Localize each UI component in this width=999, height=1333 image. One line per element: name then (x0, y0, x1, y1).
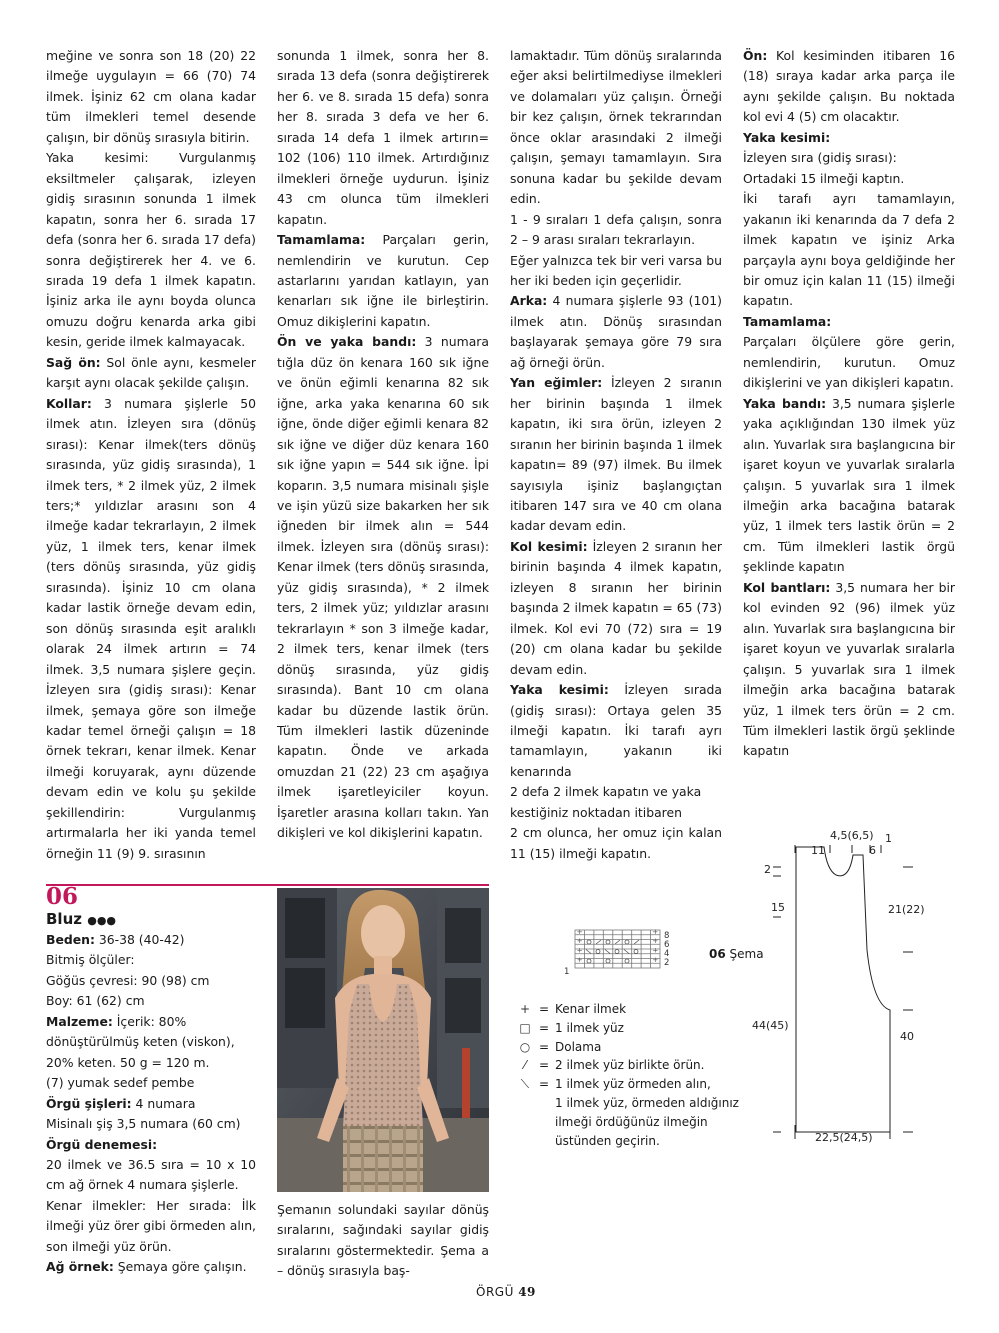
paragraph-text: İzleyen sıra (gidiş sırası): (743, 150, 897, 166)
paragraph (510, 210, 722, 251)
section-divider (46, 884, 489, 886)
paragraph (743, 312, 955, 332)
paragraph (46, 991, 256, 1011)
row-number: 6 (664, 940, 670, 950)
paragraph (46, 1073, 256, 1093)
paragraph-text: İki tarafı ayrı tamamlayın, yakanın iki kenarında da 7 defa 2 ilmek kapatın ve işiniz Arka parçayla aynı boya geldiğinde her bir omuz için kalan 11 (15) ilmeği kapatın. (743, 191, 955, 309)
paragraph-text: 4 numara (131, 1095, 196, 1111)
row-number: 2 (664, 958, 670, 968)
chart-legend (517, 1000, 757, 1150)
paragraph (277, 332, 489, 843)
paragraph-heading: Yan eğimler: (510, 375, 603, 391)
paragraph-text: sonunda 1 ilmek, sonra her 8. sırada 13 defa (sonra değiştirerek her 6. ve 8. sırada 15 defa) sonra her 8. sırada 3 defa ve her 6. sırada 14 defa 1 ilmek artırın= 102 (106) 110 ilmek. Artırdığınız ilmekleri örneğe uydurun. İşiniz 43 cm olunca tüm ilmekleri kapatın. (277, 48, 489, 227)
measure-armhole-upper: 15 (771, 901, 785, 914)
legend-text: 2 ilmek yüz birlikte örün. (555, 1058, 705, 1073)
measure-shoulder: 11 (811, 844, 825, 857)
paragraph-text: İçerik: 80% dönüştürülmüş keten (viskon), 20% keten. 50 g = 120 m. (46, 1013, 235, 1070)
paragraph (743, 169, 955, 189)
paragraph-heading: Örgü şişleri: (46, 1095, 132, 1111)
paragraph-text: Parçaları gerin, nemlendirin ve kurutun. Cep astarlarını yarıdan katlayın, yan kenarları sık iğne ile birleştirin. Omuz dikişlerini kapatın. (277, 232, 489, 329)
skpo-icon: ⟍ (520, 1077, 530, 1092)
svg-text:+: + (576, 928, 583, 936)
paragraph (46, 971, 256, 991)
legend-continuation: üstünden geçirin. (555, 1133, 660, 1148)
paragraph-text: lamaktadır. Tüm dönüş sıralarında eğer aksi belirtilmediyse ilmekleri ve dolamaları yüz çalışın. Örneği bir kez çalışın, örnek tekrarından önce oklar arasındaki 2 ilmeği çalışın, şemayı tamamlayın. Sıra sonuna kadar bu şekilde devam edin. (510, 48, 722, 207)
difficulty-dots: ●●● (87, 914, 117, 927)
paragraph-text: 20 ilmek ve 36.5 sıra = 10 x 10 cm ağ örnek 4 numara şişlerle. (46, 1156, 256, 1193)
svg-text:+: + (652, 937, 659, 945)
text-column-1 (46, 46, 256, 864)
section-number: 06 (46, 883, 79, 910)
paragraph-text: İzleyen 2 sıranın her birinin başında 1 ilmek kapatın, iki sıra örün, izleyen 2 sıranın her birinin başında 1 ilmek kapatın= 89 (97) ilmek. Bu ilmek sayısıyla işiniz başlangıçtan itibaren 147 sıra ve 40 cm olana kadar devam edin. (510, 375, 723, 534)
measure-neck-depth: 2 (764, 863, 771, 876)
paragraph-text: İzleyen 2 sıranın her birinin başında 4 ilmek kapatın, izleyen 8 sıranın her birinin başında 2 ilmek kapatın = 65 (73) ilmek. Kol evi 70 (72) sıra = 19 (20) cm olana kadar bu şekilde devam edin. (510, 538, 722, 677)
paragraph-heading: Ön: (743, 48, 768, 63)
paragraph (46, 1155, 256, 1196)
paragraph (743, 189, 955, 312)
magazine-name: ÖRGÜ (476, 1285, 514, 1299)
chart-label-word: Şema (725, 947, 764, 961)
paragraph (46, 930, 256, 950)
legend-text: 1 ilmek yüz örmeden alın, (555, 1077, 711, 1092)
legend-item: + = Kenar ilmek (517, 1000, 757, 1019)
paragraph-text: Kenar ilmekler: Her sırada: İlk ilmeği yüz örer gibi örmeden alın, son ilmeği yüz örün. (46, 1197, 256, 1254)
paragraph-text: 2 cm olunca, her omuz için kalan 11 (15) ilmeği kapatın. (510, 825, 722, 861)
paragraph-heading: Ön ve yaka bandı: (277, 334, 417, 350)
paragraph (46, 353, 256, 394)
paragraph-heading: Beden: (46, 932, 95, 947)
paragraph (46, 1257, 256, 1277)
text-column-2-bottom (277, 1200, 489, 1282)
paragraph-heading: Ağ örnek: (46, 1259, 114, 1275)
paragraph-text: Misinalı şiş 3,5 numara (60 cm) (46, 1116, 241, 1132)
legend-item: □ = 1 ilmek yüz (517, 1019, 757, 1038)
measure-width: 22,5(24,5) (815, 1131, 873, 1144)
text-column-2 (277, 46, 489, 844)
paragraph (743, 332, 955, 393)
paragraph (46, 1094, 256, 1114)
paragraph-heading: Arka: (510, 293, 548, 309)
chart-label-number: 06 (709, 947, 726, 961)
paragraph-text: 3,5 numara şişlerle yaka açıklığından 130 ilmek yüz alın. Yuvarlak sıra başlangıcına bir işaret koyun ve yuvarlak sıralarla çalışın. 5 yuvarlak sıra 1 ilmek ilmeğin arka bacağına batarak yüz, 1 ilmek ters lastik örün = 2 cm. Tüm ilmekleri lastik örgü şeklinde kapatın (743, 395, 956, 575)
paragraph-text: 4 numara şişlerle 93 (101) ilmek atın. Dönüş sırasından başlayarak şemaya göre 79 sıra ağ örneği örün. (510, 293, 722, 370)
paragraph-heading: Sağ ön: (46, 354, 101, 370)
paragraph-heading: Kol bantları: (743, 579, 831, 595)
page-footer (476, 1285, 536, 1299)
legend-item: ⁄ = 2 ilmek yüz birlikte örün. (517, 1056, 757, 1075)
paragraph-text: 2 defa 2 ilmek kapatın ve yaka kestiğiniz noktadan itibaren (510, 784, 702, 820)
svg-text:+: + (652, 928, 659, 936)
paragraph-text: Göğüs çevresi: 90 (98) cm (46, 972, 210, 988)
legend-continuation: 1 ilmek yüz, örmeden aldığınız (555, 1095, 739, 1110)
yarn-over-icon: ○ (519, 1039, 531, 1054)
paragraph-text: 3 numara tığla düz ön kenara 160 sık iğne ve önün eğimli kenarına 82 sık iğne, arka yaka kenarına 60 sık iğne, önde diğer eğimli kenara 82 sık iğne ve diğer düz kenara 160 sık iğne yapın = 544 sık iğne. İpi koparın. 3,5 numara misinalı şişle ve işin yüzü size bakarken her sık iğneden bir ilmek alın = 544 ilmek. İzleyen sıra (dönüş sırası): Kenar ilmek (ters dönüş sırasında, yüz gidiş sırasında), * 2 ilmek ters, 2 ilmek yüz; yıldızlar arasını tekrarlayın * son 3 ilmeğe kadar, 2 ilmek ters, kenar ilmek (ters dönüş sırasında, yüz gidiş sırasında). Bant 10 cm olana kadar bu düzende lastik örün. Tüm ilmekleri lastik düzeninde kapatın. Önde ve arkada omuzdan 21 (22) 23 cm aşağıya ilmek işaretleyiciler koyun. İşaretler arasına kolları takın. Yan dikişleri ve kol dikişlerini kapatın. (277, 334, 489, 841)
text-column-4 (743, 46, 955, 762)
pattern-name: Bluz (46, 910, 82, 928)
svg-text:+: + (576, 956, 583, 964)
paragraph-heading: Yaka kesimi: (510, 682, 609, 698)
photo-illustration (277, 888, 489, 1192)
paragraph-text: Sol önle aynı, kesmeler karşıt aynı olacak şekilde çalışın. (46, 354, 257, 391)
paragraph-heading: Yaka bandı: (743, 395, 827, 411)
measure-total: 44(45) (752, 1019, 789, 1032)
svg-text:+: + (576, 937, 583, 945)
svg-text:+: + (652, 946, 659, 955)
legend-continuation: ilmeği ördüğünüz ilmeğin (555, 1114, 708, 1129)
paragraph (510, 251, 722, 292)
paragraph (277, 46, 489, 230)
measure-neck: 6 (869, 844, 876, 857)
row-number: 8 (664, 931, 670, 941)
text-column-1-bottom (46, 930, 256, 1278)
legend-item: ⟍ = 1 ilmek yüz örmeden alın, (517, 1075, 757, 1094)
measure-edge: 1 (885, 832, 892, 845)
paragraph-heading: Tamamlama: (277, 232, 366, 248)
legend-item: ○ = Dolama (517, 1038, 757, 1057)
paragraph-heading: Kollar: (46, 395, 92, 411)
paragraph (510, 537, 722, 680)
paragraph (510, 680, 722, 782)
measure-armhole: 21(22) (888, 903, 925, 916)
measure-side: 40 (900, 1030, 914, 1043)
paragraph-text: Şemanın solundaki sayılar dönüş sıralarını, sağındaki sayılar gidiş sıralarını göstermektedir. Şema a – dönüş sırasıyla baş- (277, 1202, 489, 1279)
svg-text:+: + (652, 956, 659, 964)
paragraph-heading: Kol kesimi: (510, 538, 588, 554)
paragraph-text: Eğer yalnızca tek bir veri varsa bu her iki beden için geçerlidir. (510, 252, 722, 288)
paragraph-text: meğine ve sonra son 18 (20) 22 ilmeğe uygulayın = 66 (70) 74 ilmek. İşiniz 62 cm olana kadar tüm ilmekleri temel desende çalışın, bir dönüş sırasıyla bitirin. (46, 48, 256, 145)
paragraph (46, 950, 256, 970)
measure-neck-top: 4,5(6,5) (830, 829, 874, 842)
garment-schematic (745, 825, 945, 1145)
paragraph (510, 46, 722, 210)
legend-text: 1 ilmek yüz (555, 1020, 624, 1035)
paragraph-text: Parçaları ölçülere göre gerin, nemlendirin, kurutun. Omuz dikişlerini ve yan dikişleri kapatın. (743, 334, 955, 391)
paragraph (46, 1114, 256, 1134)
paragraph (743, 128, 955, 148)
paragraph (743, 148, 955, 168)
paragraph-heading: Yaka kesimi: (743, 129, 831, 145)
paragraph (46, 148, 256, 353)
paragraph (46, 1196, 256, 1257)
k2tog-icon: ⁄ (523, 1058, 526, 1073)
paragraph-text: 36-38 (40-42) (94, 932, 185, 947)
paragraph-text: Ortadaki 15 ilmeği kaptın. (743, 170, 905, 186)
paragraph-text: İzleyen sırada (gidiş sırası): Ortaya gelen 35 ilmeği kapatın. İki tarafı ayrı tamamlayın, yakanın iki kenarında (510, 682, 722, 779)
paragraph (277, 230, 489, 332)
paragraph (743, 46, 955, 128)
svg-text:+: + (576, 946, 583, 955)
paragraph-text: 1 - 9 sıraları 1 defa çalışın, sonra 2 – 9 arası sıraları tekrarlayın. (510, 211, 722, 248)
paragraph-text: (7) yumak sedef pembe (46, 1075, 195, 1091)
paragraph-text: Şemaya göre çalışın. (113, 1259, 247, 1275)
paragraph (510, 823, 722, 864)
paragraph (743, 578, 955, 762)
section-title (46, 909, 116, 931)
paragraph-text: 3,5 numara her bir kol evinden 92 (96) ilmek yüz alın. Yuvarlak sıra başlangıcına bir işaret koyun ve yuvarlak sıralarla çalışın. 5 yuvarlak sıra 1 ilmek ilmeğin arka bacağına batarak yüz, 1 ilmek ters örün = 2 cm. Tüm ilmekleri lastik örgü şeklinde kapatın (743, 579, 955, 759)
paragraph-text: Bitmiş ölçüler: (46, 952, 135, 968)
paragraph (46, 1135, 256, 1155)
text-column-3 (510, 46, 722, 864)
paragraph-text: 3 numara şişlerle 50 ilmek atın. İzleyen sıra (dönüş sırası): Kenar ilmek(ters dönüş sırasında, yüz gidiş sırasında), 1 ilmek ters, * 2 ilmek yüz, 2 ilmek ters;* yıldızlar arasını son 4 ilmeğe kadar tekrarlayın, 2 ilmek yüz, 1 ilmek ters, kenar ilmek (ters dönüş sırasında, yüz gidiş sırasında). İşiniz 10 cm olana kadar lastik örneğe devam edin, son dönüş sırasında eşit aralıklı olarak 24 ilmek artırın = 74 ilmek. 3,5 numara şişlere geçin. İzleyen sıra (gidiş sırası): Kenar ilmek, şemaya göre son ilmeğe kadar temel örneği çalışın = 18 örnek tekrarı, kenar ilmek. Kenar ilmeği koruyarak, aynı düzende devam edin ve kolu şu şekilde şekillendirin: Vurgulanmış artırmalarla her iki yanda temel örneğin 11 (9) 9. sırasının (46, 395, 256, 861)
legend-text: Dolama (555, 1039, 602, 1054)
page-number: 49 (518, 1285, 536, 1299)
paragraph (743, 394, 955, 578)
model-photo (277, 888, 489, 1192)
paragraph (510, 373, 722, 537)
paragraph (277, 1200, 489, 1282)
paragraph-text: Kol kesiminden itibaren 16 (18) sıraya kadar arka parça ile aynı şekilde çalışın. Bu noktada kol evi 4 (5) cm olacaktır. (743, 48, 955, 125)
row-number: 4 (664, 949, 670, 959)
paragraph (510, 291, 722, 373)
paragraph-heading: Örgü denemesi: (46, 1136, 158, 1152)
paragraph-text: Yaka kesimi: Vurgulanmış eksiltmeler çalışarak, izleyen gidiş sırasının sonunda 1 ilmek kapatın, sonra her 6. sırada 17 defa (sonra her 6. sırada 17 defa) sonra değiştirerek her 4. ve 6. sırada 19 defa 1 ilmek kapatın. İşiniz arka ile aynı boyda olunca omuzu doğru kenarda arka gibi kesin, geride ilmek kalmayacak. (46, 150, 256, 350)
paragraph (46, 46, 256, 148)
row-number: 1 (564, 967, 570, 977)
paragraph (46, 1012, 256, 1073)
edge-stitch-icon: + (519, 1002, 531, 1016)
paragraph-heading: Malzeme: (46, 1013, 113, 1029)
knit-stitch-icon: □ (519, 1020, 531, 1035)
paragraph-text: Boy: 61 (62) cm (46, 993, 145, 1009)
paragraph-heading: Tamamlama: (743, 313, 832, 329)
stitch-chart (560, 928, 680, 978)
paragraph (46, 394, 256, 864)
paragraph (510, 782, 722, 823)
legend-text: Kenar ilmek (555, 1002, 627, 1016)
